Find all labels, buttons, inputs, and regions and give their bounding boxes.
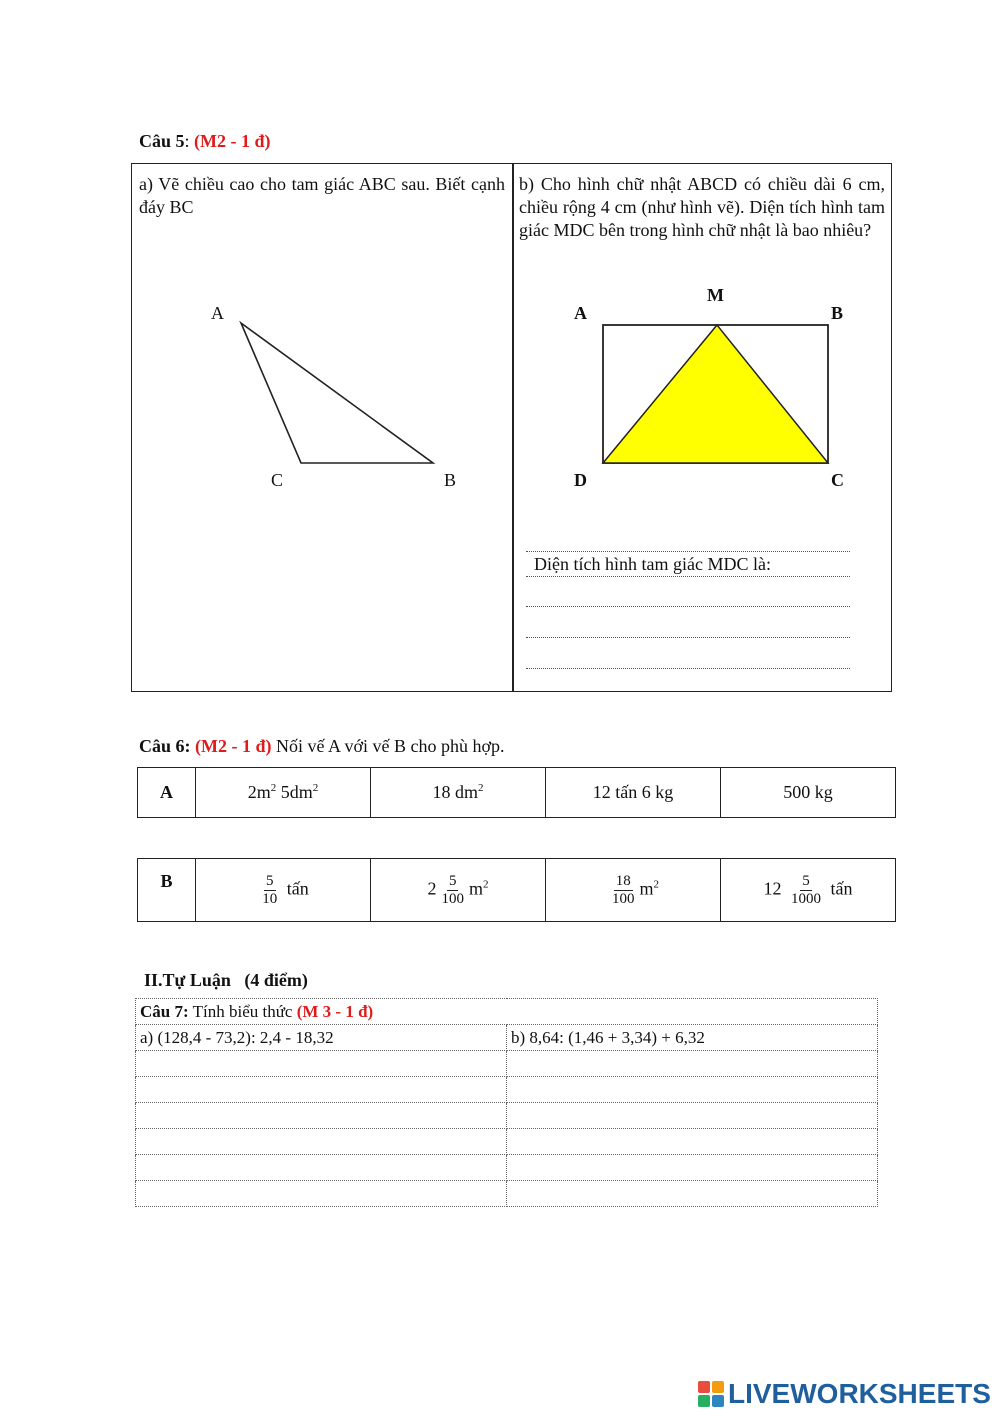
cau6-title: Câu 6: <box>139 736 191 756</box>
unit: tấn <box>830 878 853 899</box>
row-b-cell-1[interactable] <box>196 859 371 922</box>
rect-label-a: A <box>574 303 587 323</box>
cau7-part-a: a) (128,4 - 73,2): 2,4 - 18,32 <box>136 1025 507 1051</box>
row-b-cell-3[interactable] <box>546 859 721 922</box>
cau5-mark: (M2 - 1 đ) <box>194 131 271 151</box>
cau7-instruction: Tính biểu thức <box>192 1001 293 1021</box>
fraction-denominator: 1000 <box>791 890 821 907</box>
fraction <box>610 873 637 908</box>
fraction-denominator: 100 <box>441 890 464 907</box>
cell-sup: 2 <box>270 782 277 794</box>
fraction-numerator: 5 <box>266 872 274 889</box>
matching-table-b <box>137 858 896 922</box>
row-a-cell-3[interactable] <box>546 768 721 818</box>
triangle-abc <box>241 323 433 463</box>
triangle-label-c: C <box>271 470 284 490</box>
unit-sup: 2 <box>483 878 489 891</box>
cau5-divider <box>512 164 514 691</box>
liveworksheets-logo-icon <box>698 1381 724 1407</box>
whole-number: 2 <box>427 878 437 899</box>
fraction-numerator: 18 <box>615 872 631 889</box>
cau6-mark: (M2 - 1 đ) <box>195 736 272 756</box>
logo-square <box>712 1381 724 1393</box>
fraction-numerator: 5 <box>448 872 457 889</box>
cau7-title: Câu 7: <box>140 1001 189 1021</box>
logo-square <box>712 1395 724 1407</box>
cau7-table <box>135 998 878 1207</box>
rect-label-d: D <box>574 470 587 490</box>
fraction <box>789 873 823 908</box>
work-cell-a[interactable] <box>136 1129 507 1155</box>
triangle-label-b: B <box>444 470 457 490</box>
fraction-denominator: 100 <box>611 890 635 907</box>
row-a-cell-4[interactable] <box>721 768 896 818</box>
section2-points: (4 điểm) <box>244 970 308 990</box>
whole-number: 12 <box>763 878 782 899</box>
answer-line-5[interactable] <box>526 668 850 669</box>
answer-prompt: Diện tích hình tam giác MDC là: <box>534 554 771 574</box>
cau5-title: Câu 5 <box>139 131 185 151</box>
work-cell-a[interactable] <box>136 1103 507 1129</box>
row-b-cell-2[interactable] <box>371 859 546 922</box>
unit: tấn <box>286 878 309 899</box>
work-cell-b[interactable] <box>507 1051 878 1077</box>
section2-heading <box>144 970 308 991</box>
cau5-part-a: a) Vẽ chiều cao cho tam giác ABC sau. Biết cạnh đáy BC <box>139 174 505 217</box>
cau7-mark: (M 3 - 1 đ) <box>296 1001 374 1021</box>
rect-label-m: M <box>707 285 724 305</box>
unit: m <box>468 878 483 899</box>
fraction <box>260 873 279 908</box>
fraction-denominator: 10 <box>262 890 278 907</box>
cau7-heading-cell <box>136 999 878 1025</box>
logo-square <box>698 1381 710 1393</box>
unit: m <box>639 878 654 899</box>
cell-sup: 2 <box>478 782 484 794</box>
section2-title: II.Tự Luận <box>144 970 231 990</box>
work-cell-b[interactable] <box>507 1103 878 1129</box>
answer-line-1[interactable] <box>526 551 850 552</box>
matching-table-a <box>137 767 896 818</box>
row-a-cell-1[interactable] <box>196 768 371 818</box>
cell-text: 12 tấn 6 kg <box>592 782 674 802</box>
row-b-label: B <box>138 859 196 922</box>
triangle-abc-figure <box>200 300 480 500</box>
cau6-instruction: Nối vế A với vế B cho phù hợp. <box>276 736 505 756</box>
cell-text: 2m <box>247 782 271 802</box>
work-cell-b[interactable] <box>507 1077 878 1103</box>
unit-sup: 2 <box>653 878 659 891</box>
fraction <box>439 873 466 908</box>
row-a-cell-2[interactable] <box>371 768 546 818</box>
cau5-part-b: b) Cho hình chữ nhật ABCD có chiều dài 6 cm, chiều rộng 4 cm (như hình vẽ). Diện tích hình tam giác MDC bên trong hình chữ nhật là bao nhiêu? <box>519 174 885 240</box>
cau5-colon: : <box>184 131 195 151</box>
work-cell-b[interactable] <box>507 1129 878 1155</box>
work-cell-a[interactable] <box>136 1181 507 1207</box>
work-cell-b[interactable] <box>507 1155 878 1181</box>
work-cell-a[interactable] <box>136 1155 507 1181</box>
work-cell-a[interactable] <box>136 1077 507 1103</box>
cell-text: 18 dm <box>432 782 478 802</box>
cau5-heading <box>139 131 271 152</box>
cell-sup-2: 2 <box>312 782 319 794</box>
answer-line-4[interactable] <box>526 637 850 638</box>
rect-label-c: C <box>831 470 844 490</box>
answer-line-3[interactable] <box>526 606 850 607</box>
work-cell-a[interactable] <box>136 1051 507 1077</box>
logo-square <box>698 1395 710 1407</box>
fraction-numerator: 5 <box>802 872 810 889</box>
rectangle-abcd-figure <box>595 315 840 475</box>
cell-text-2: 5dm <box>276 782 313 802</box>
brand-wordmark: LIVEWORKSHEETS <box>728 1378 991 1409</box>
work-cell-b[interactable] <box>507 1181 878 1207</box>
cau6-heading <box>139 736 505 757</box>
row-a-label: A <box>138 768 196 818</box>
answer-line-2[interactable] <box>526 576 850 577</box>
cell-text: 500 kg <box>783 782 833 802</box>
row-b-cell-4[interactable] <box>721 859 896 922</box>
triangle-label-a: A <box>211 303 224 323</box>
rect-label-b: B <box>831 303 844 323</box>
cau7-part-b: b) 8,64: (1,46 + 3,34) + 6,32 <box>507 1025 878 1051</box>
